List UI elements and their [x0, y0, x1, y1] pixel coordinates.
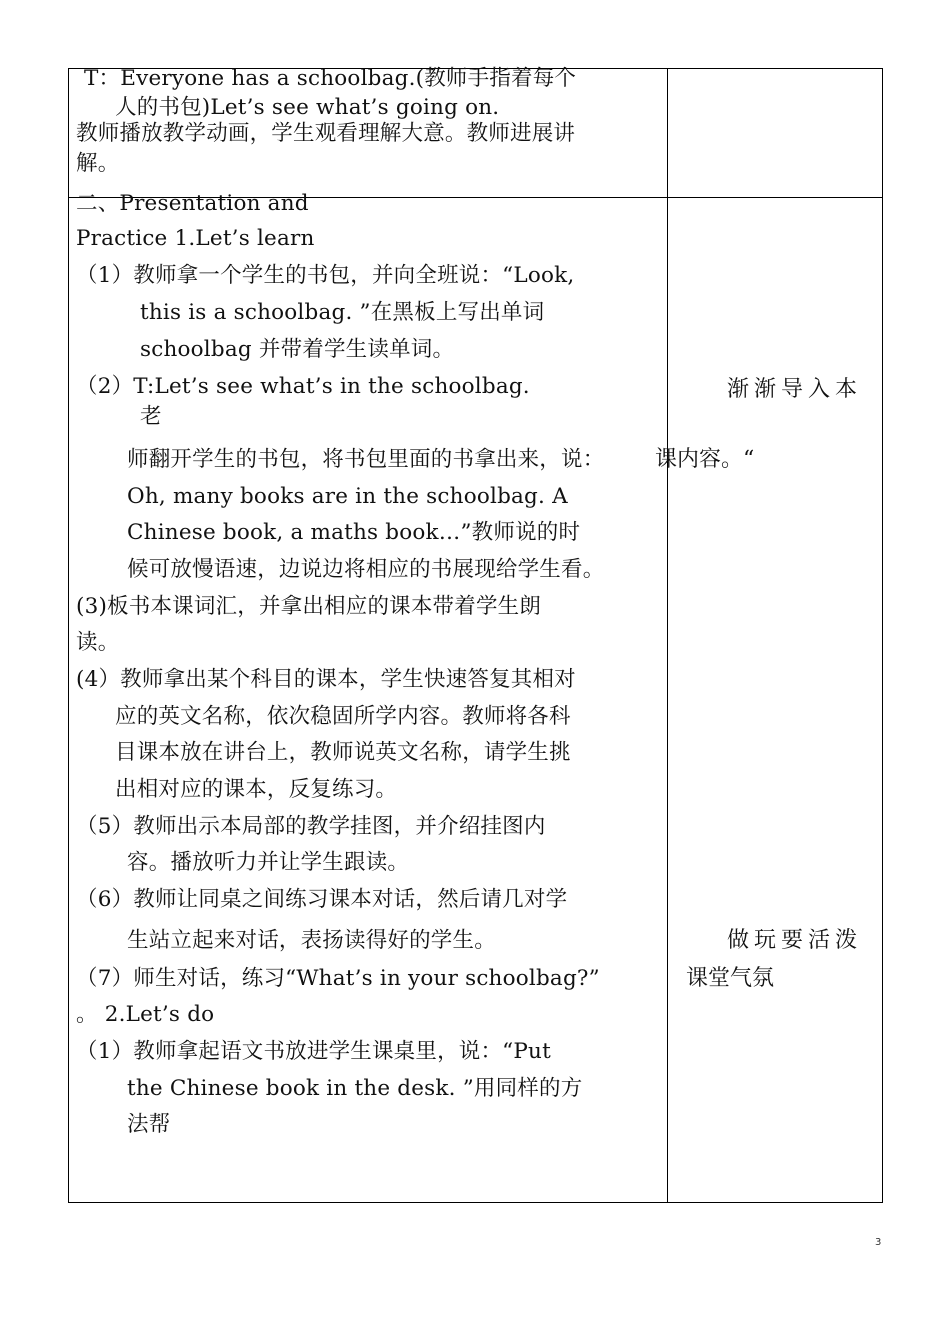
- main-line-16: 目课本放在讲台上，教师说英文名称，请学生挑: [115, 740, 571, 765]
- top-line-1: T：Everyone has a schoolbag.(教师手指着每个: [84, 66, 577, 91]
- main-line-15: 应的英文名称，依次稳固所学内容。教师将各科: [115, 704, 571, 729]
- main-line-2: Practice 1.Let’s learn: [76, 226, 315, 251]
- main-line-13: 读。: [76, 630, 120, 655]
- remark-line-2: 课内容。“: [655, 447, 755, 472]
- main-line-23: 。 2.Let’s do: [76, 1002, 215, 1027]
- main-line-3: （1）教师拿一个学生的书包，并向全班说：“Look,: [76, 263, 575, 288]
- main-line-26: 法帮: [127, 1112, 171, 1137]
- main-line-17: 出相对应的课本，反复练习。: [115, 777, 398, 802]
- remark-line-4: 课堂气氛: [686, 966, 775, 991]
- remark-line-1: 渐渐导入本: [727, 377, 863, 402]
- main-line-4: this is a schoolbag. ”在黑板上写出单词: [140, 300, 545, 325]
- column-divider: [667, 69, 668, 1202]
- main-line-20: （6）教师让同桌之间练习课本对话，然后请几对学: [76, 887, 568, 912]
- main-line-24: （1）教师拿起语文书放进学生课桌里，说：“Put: [76, 1039, 551, 1064]
- main-line-11: 候可放慢语速，边说边将相应的书展现给学生看。: [127, 557, 605, 582]
- main-line-10: Chinese book, a maths book…”教师说的时: [127, 520, 581, 545]
- main-line-6: （2）T:Let’s see what’s in the schoolbag.: [76, 374, 530, 399]
- main-line-1: 二、Presentation and: [76, 191, 309, 216]
- main-line-19: 容。播放听力并让学生跟读。: [127, 850, 410, 875]
- main-line-14: (4）教师拿出某个科目的课本，学生快速答复其相对: [76, 667, 576, 692]
- main-line-21: 生站立起来对话，表扬读得好的学生。: [127, 928, 496, 953]
- main-line-25: the Chinese book in the desk. ”用同样的方: [127, 1076, 583, 1101]
- main-line-22: （7）师生对话，练习“What’s in your schoolbag?”: [76, 966, 600, 991]
- main-line-9: Oh, many books are in the schoolbag. A: [127, 484, 568, 509]
- top-line-2: 人的书包)Let’s see what’s going on.: [115, 95, 500, 120]
- main-line-8: 师翻开学生的书包，将书包里面的书拿出来，说：: [127, 447, 605, 472]
- remark-line-3: 做玩要活泼: [727, 928, 863, 953]
- main-line-7: 老: [140, 404, 162, 429]
- main-line-18: （5）教师出示本局部的教学挂图，并介绍挂图内: [76, 814, 546, 839]
- top-line-3: 教师播放教学动画，学生观看理解大意。教师进展讲: [76, 121, 576, 146]
- top-line-4: 解。: [76, 151, 120, 176]
- main-line-12: (3)板书本课词汇，并拿出相应的课本带着学生朗: [76, 594, 542, 619]
- main-line-5: schoolbag 并带着学生读单词。: [140, 337, 455, 362]
- page-number: 3: [875, 1237, 882, 1248]
